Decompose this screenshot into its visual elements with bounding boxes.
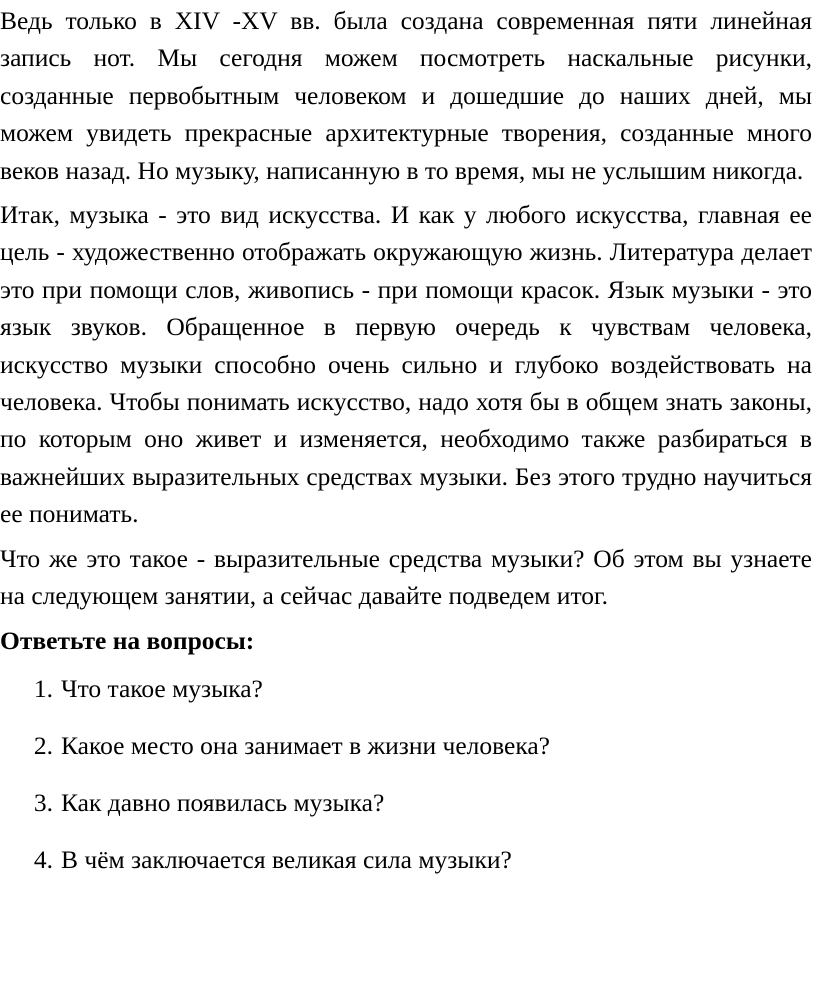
question-text: В чём заключается великая сила музыки? — [61, 844, 512, 874]
question-text: Как давно появилась музыка? — [61, 787, 385, 817]
question-text: Что такое музыка? — [61, 673, 263, 703]
paragraph-music-as-art: Итак, музыка - это вид искусства. И как у любого искусства, главная ее цель - художественно отображать окружающую жизнь. Литература делает это при помощи слов, живопись - при помощи красок. Язык музыки - это язык звуков. Обращенное в первую очередь к чувствам человека, искусство музыки способно очень сильно и глубоко воздействовать на человека. Чтобы понимать искусство, надо хотя бы в общем знать законы, по которым оно живет и изменяется, необходимо также разбираться в важнейших выразительных средствах музыки. Без этого трудно научиться ее понимать. — [0, 200, 812, 529]
question-item — [0, 841, 816, 878]
questions-list — [0, 670, 816, 878]
paragraph-expressive-means: Что же это такое - выразительные средства музыки? Об этом вы узнаете на следующем занятии, а сейчас давайте подведем итог. — [0, 543, 812, 611]
question-number: 2. — [33, 730, 53, 760]
question-number: 3. — [33, 787, 53, 817]
question-item — [0, 784, 816, 821]
question-number: 4. — [33, 844, 53, 874]
paragraph-notation-history: Ведь только в XIV -XV вв. была создана современная пяти линейная запись нот. Мы сегодня можем посмотреть наскальные рисунки, созданные первобытным человеком и дошедшие до наших дней, мы можем увидеть прекрасные архитектурные творения, созданные много веков назад. Но музыку, написанную в то время, мы не услышим никогда. — [0, 6, 812, 185]
question-text: Какое место она занимает в жизни человека? — [61, 730, 550, 760]
question-item — [0, 670, 816, 707]
question-item — [0, 727, 816, 764]
question-number: 1. — [33, 673, 53, 703]
questions-heading: Ответьте на вопросы: — [0, 625, 255, 655]
